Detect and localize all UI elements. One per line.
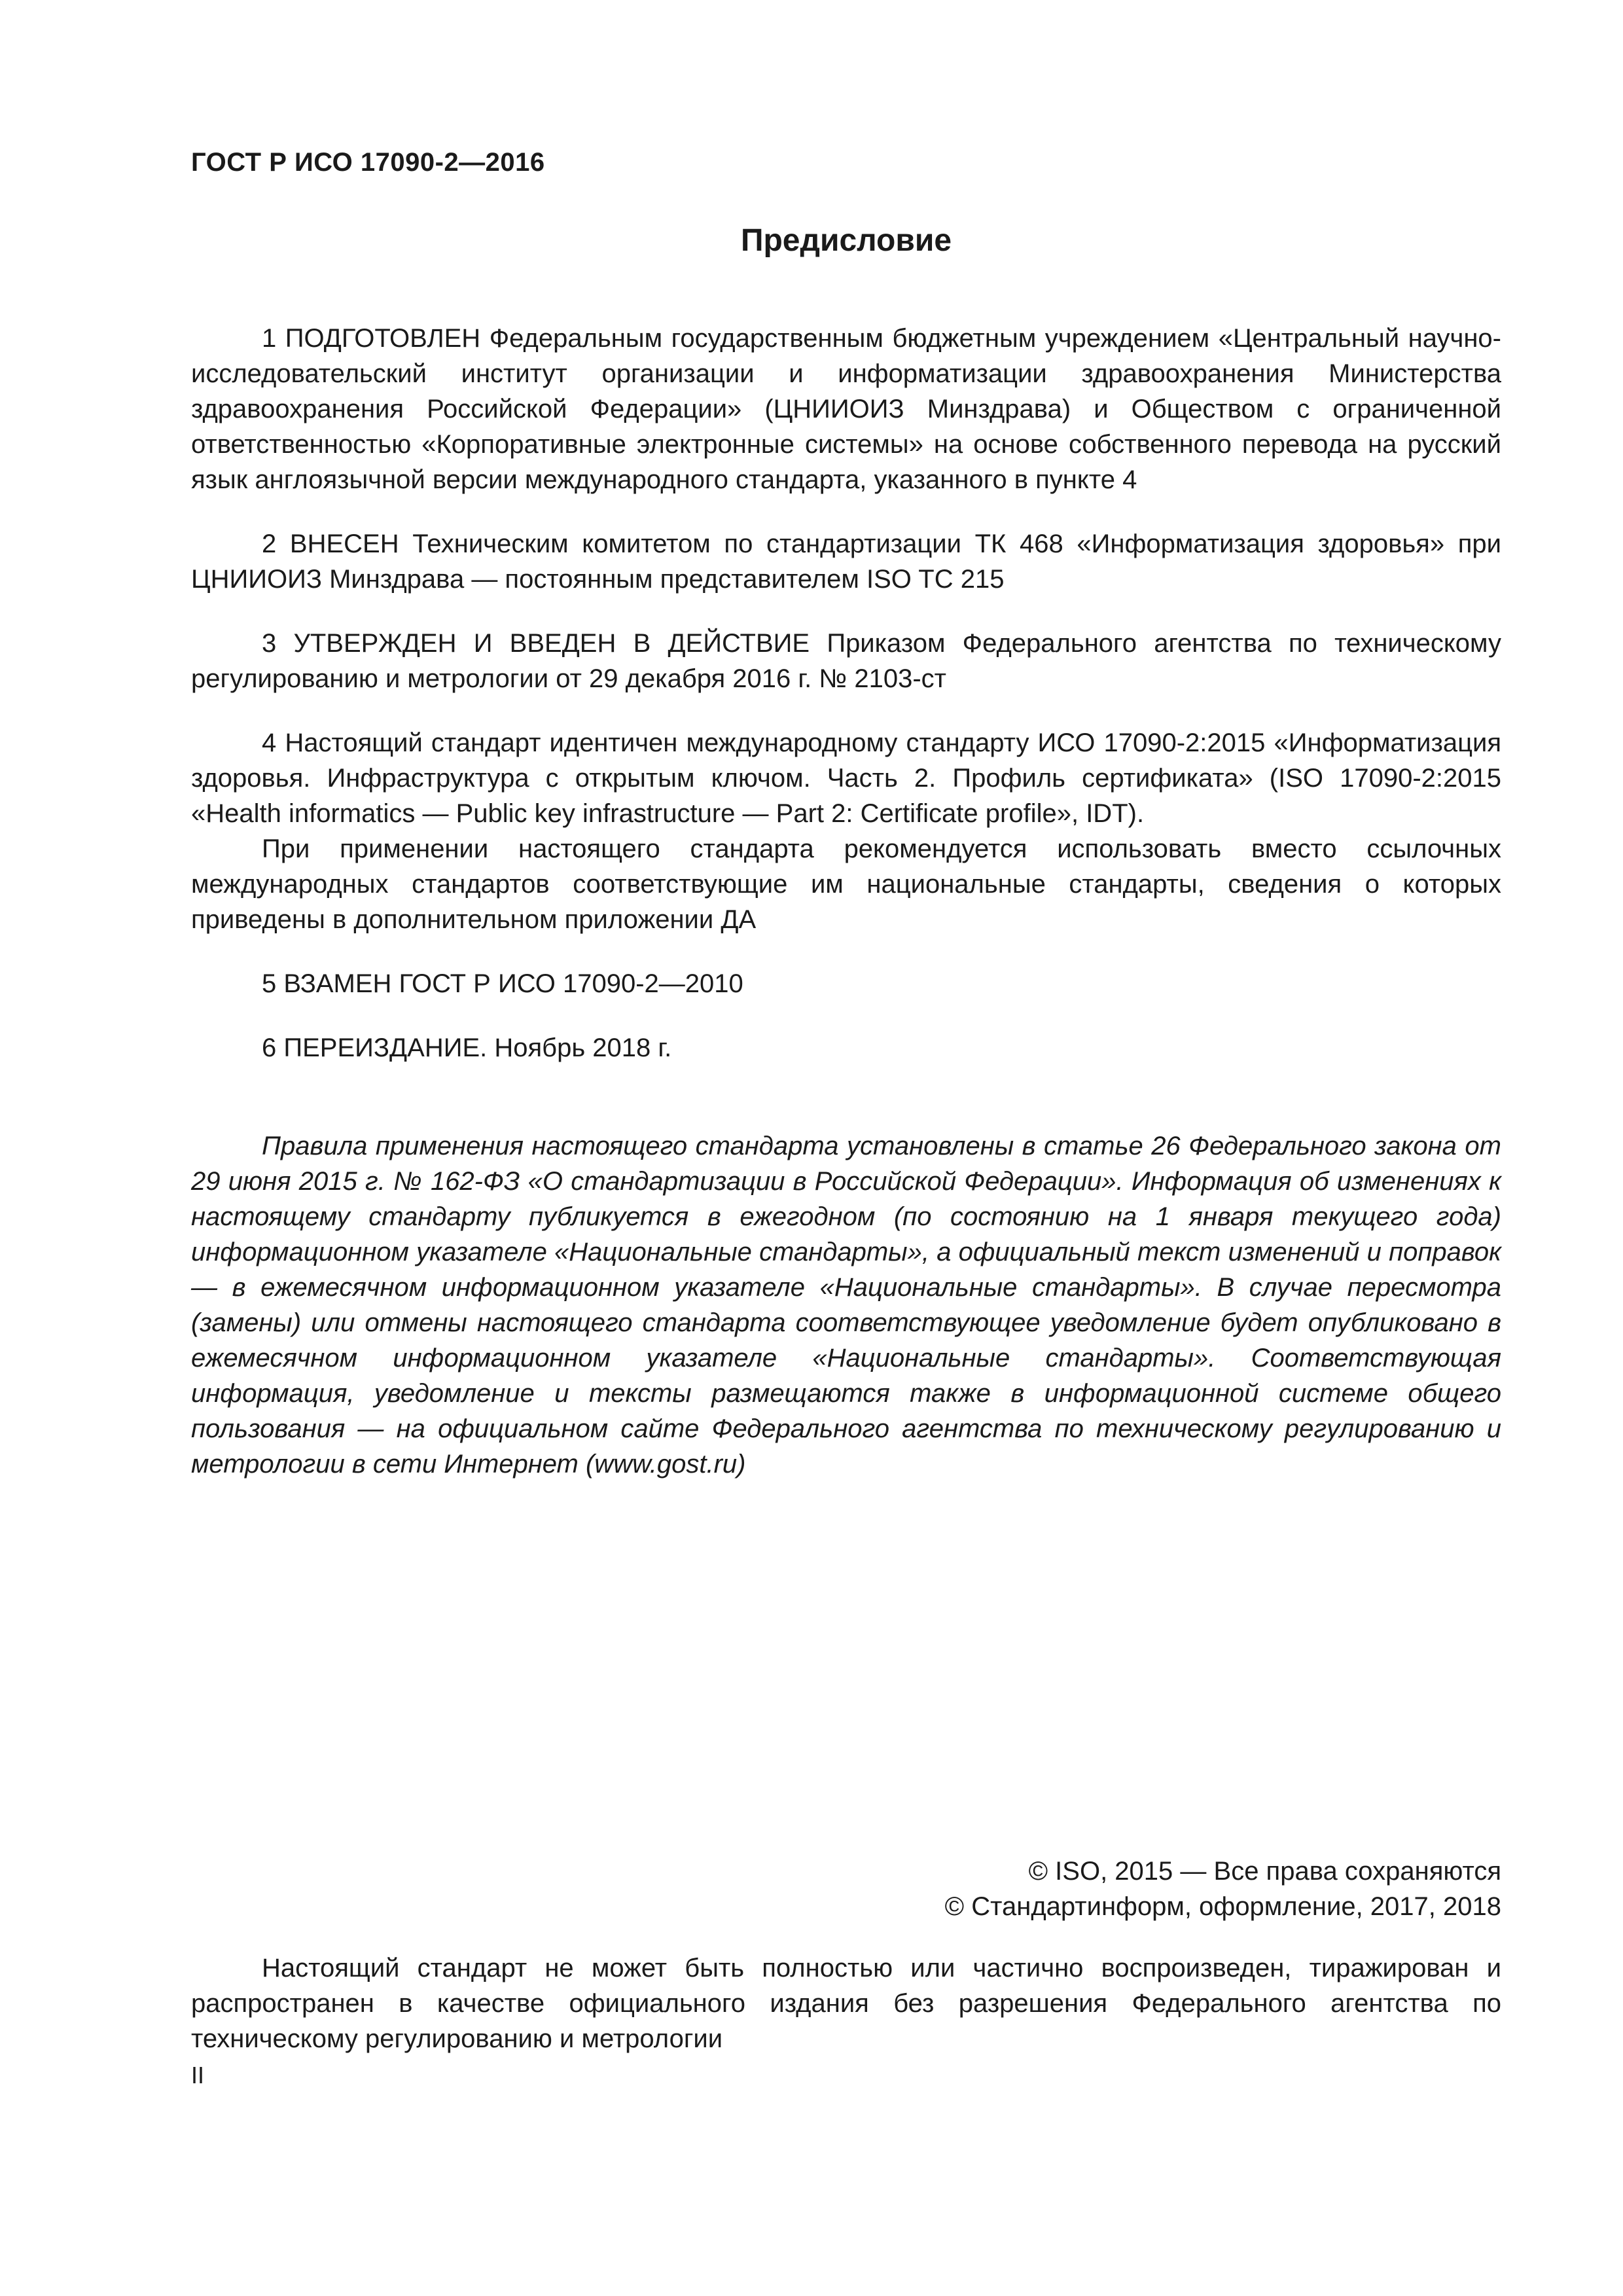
foreword-items — [191, 321, 1501, 1066]
foreword-item-6: 6 ПЕРЕИЗДАНИЕ. Ноябрь 2018 г. — [262, 1033, 672, 1062]
notice-text: Правила применения настоящего стандарта установлены в статье 26 Федерального закона от 29 июня 2015 г. № 162-ФЗ «О стандартизации в Российской Федерации». Информация об изменениях к настоящему стандарту публикуется в ежегодном (по состоянию на 1 января текущего года) информационном указателе «Национальные стандарты», а официальный текст изменений и поправок — в ежемесячном информационном указателе «Национальные стандарты». В случае пересмотра (замены) или отмены настоящего стандарта соответствующее уведомление будет опубликовано в ежемесячном информационном указателе «Национальные стандарты». Соответствующая информация, уведомление и тексты размещаются также в информационной системе общего пользования — на официальном сайте Федерального агентства по техническому регулированию и метрологии в сети Интернет (www.gost.ru) — [191, 1132, 1501, 1479]
foreword-item-4: 4 Настоящий стандарт идентичен международному стандарту ИСО 17090-2:2015 «Информатизация здоровья. Инфраструктура с открытым ключом. Часть 2. Профиль сертификата» (ISO 17090-2:2015 «Health informatics — Public key infrastructure — Part 2: Certificate profile», IDT). — [191, 728, 1501, 828]
foreword-item-5: 5 ВЗАМЕН ГОСТ Р ИСО 17090-2—2010 — [262, 969, 743, 998]
reproduction-text: Настоящий стандарт не может быть полностью или частично воспроизведен, тиражирован и распространен в качестве официального издания без разрешения Федерального агентства по техническому регулированию и метрологии — [191, 1954, 1501, 2053]
foreword-item-4-note: При применении настоящего стандарта рекомендуется использовать вместо ссылочных международных стандартов соответствующие им национальные стандарты, сведения о которых приведены в дополнительном приложении ДА — [191, 834, 1501, 934]
copyright-standartinform: © Стандартинформ, оформление, 2017, 2018 — [944, 1892, 1501, 1921]
foreword-item-2: 2 ВНЕСЕН Техническим комитетом по стандартизации ТК 468 «Информатизация здоровья» при ЦНИИОИЗ Минздрава — постоянным представителем ISO TC 215 — [191, 529, 1501, 594]
page-title: Предисловие — [740, 223, 952, 258]
foreword-item-1: 1 ПОДГОТОВЛЕН Федеральным государственным бюджетным учреждением «Центральный научно-исследовательский институт организации и информатизации здравоохранения Министерства здравоохранения Российской Федерации» (ЦНИИОИЗ Минздрава) и Обществом с ограниченной ответственностью «Корпоративные электронные системы» на основе собственного перевода на русский язык англоязычной версии международного стандарта, указанного в пункте 4 — [191, 324, 1501, 494]
page-number: II — [191, 2062, 205, 2089]
document-code: ГОСТ Р ИСО 17090-2—2016 — [191, 148, 545, 177]
reproduction-notice — [191, 1950, 1501, 2056]
foreword-item-3: 3 УТВЕРЖДЕН И ВВЕДЕН В ДЕЙСТВИЕ Приказом Федерального агентства по техническому регулированию и метрологии от 29 декабря 2016 г. № 2103-ст — [191, 629, 1501, 693]
copyright-iso: © ISO, 2015 — Все права сохраняются — [1028, 1857, 1501, 1886]
copyright-block — [945, 1854, 1501, 1924]
application-rules-notice — [191, 1128, 1501, 1482]
